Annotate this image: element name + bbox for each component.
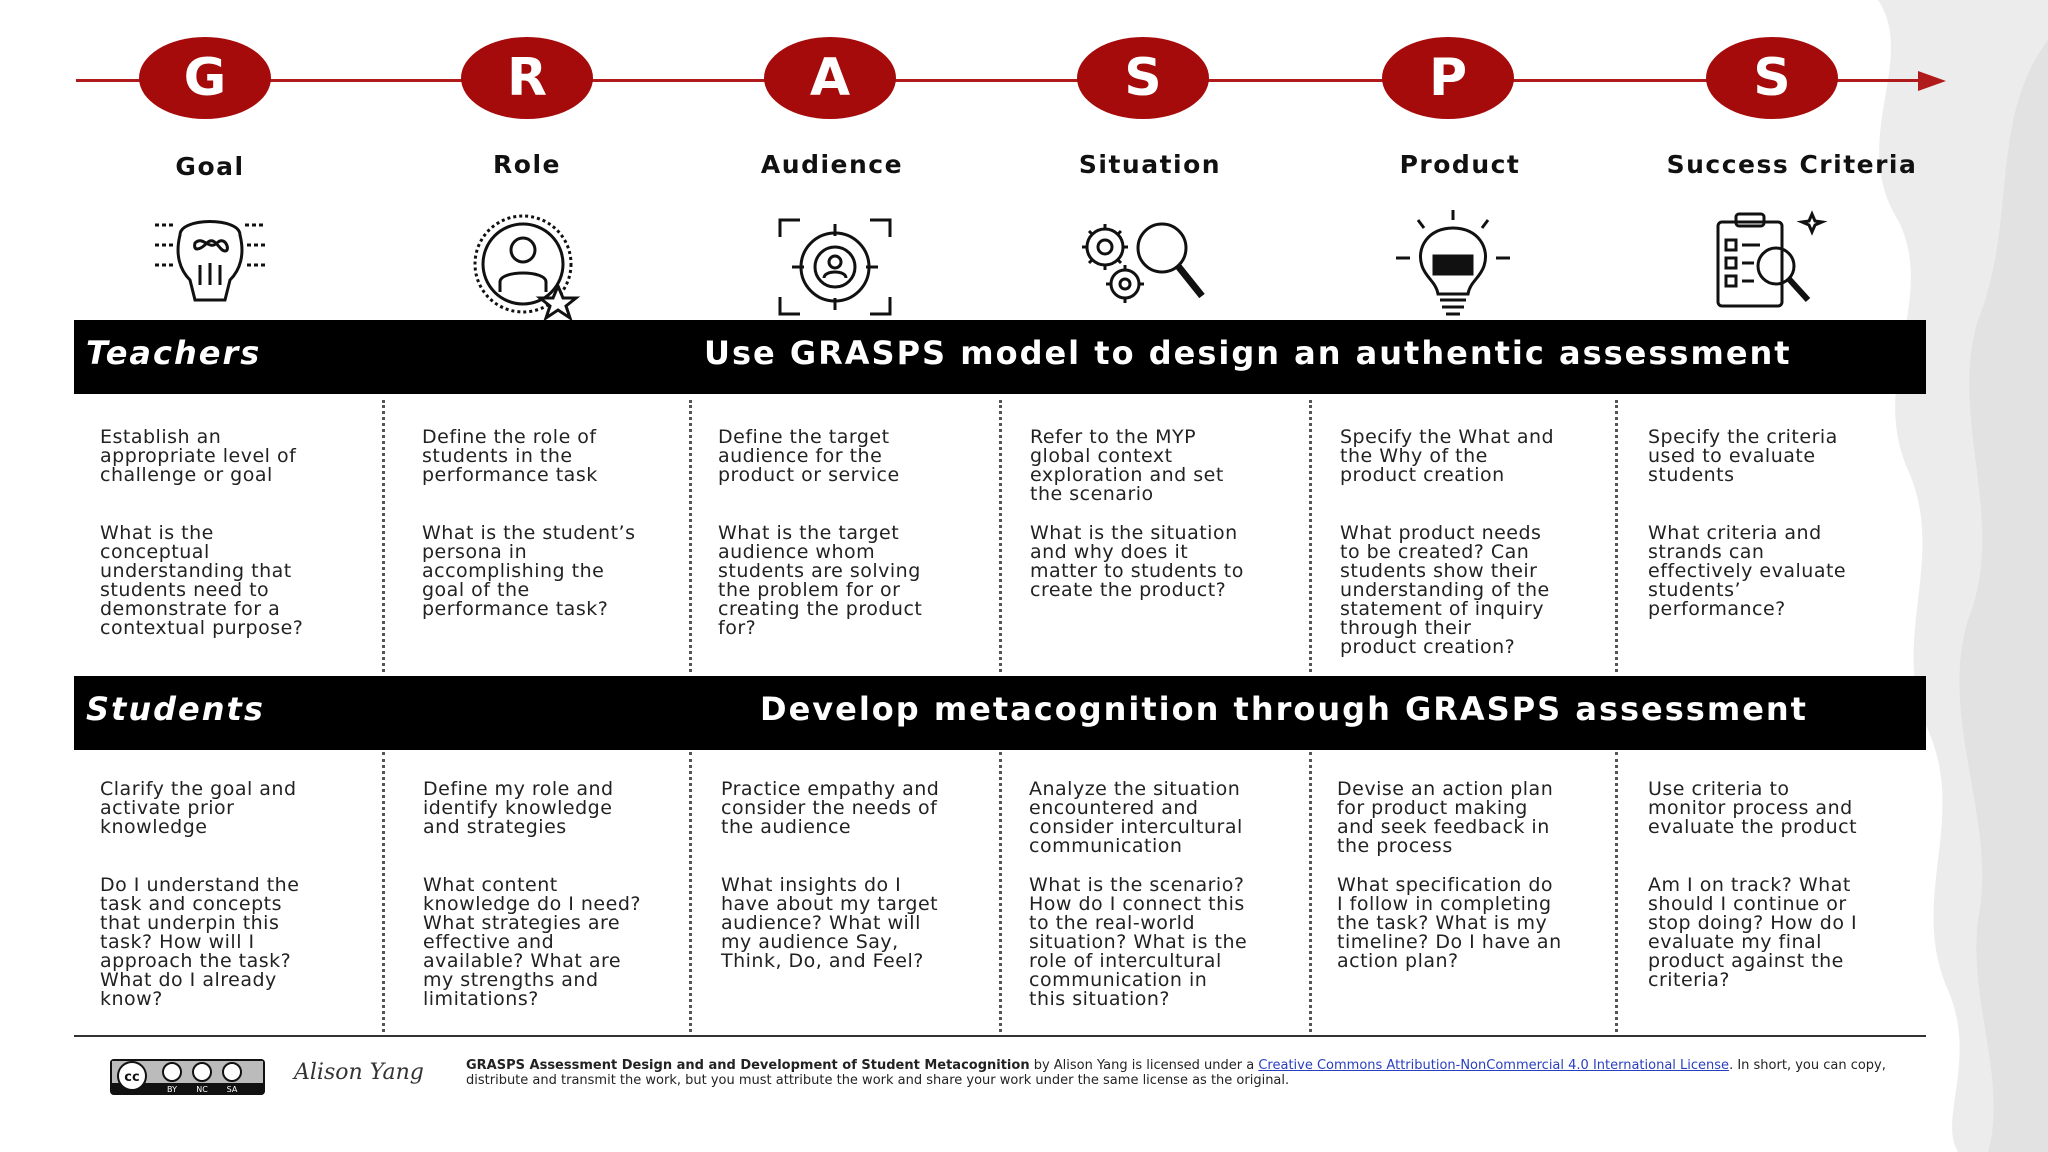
column-divider [382, 400, 385, 672]
step-label-situation: Situation [1078, 150, 1222, 179]
svg-text:NC: NC [196, 1085, 208, 1094]
teachers-role-action: Define the role of students in the performance task [422, 426, 598, 486]
teachers-audience-action: Define the target audience for the product or service [718, 426, 900, 486]
gears-magnifier-icon [1070, 212, 1220, 322]
license-by-text: by Alison Yang is licensed under a [1029, 1058, 1259, 1073]
svg-text:SA: SA [226, 1085, 238, 1094]
students-role-label: Students [86, 690, 265, 728]
step-label-role: Role [493, 150, 561, 179]
students-goal-question: Do I understand the task and concepts that underpin this task? How will I approach the task? What do I already know? [100, 874, 300, 1010]
timeline-arrow-icon [1918, 71, 1946, 91]
clipboard-magnifier-icon [1690, 208, 1840, 318]
step-label-product: Product [1399, 150, 1521, 179]
step-label-goal: Goal [175, 152, 245, 181]
teachers-product-question: What product needs to be created? Can students show their understanding of the statement of inquiry through their product creation? [1340, 522, 1550, 658]
teachers-role-label: Teachers [86, 334, 262, 372]
svg-text:BY: BY [167, 1085, 177, 1094]
students-audience-question: What insights do I have about my target audience? What will my audience Say, Think, Do, and Feel? [721, 874, 939, 972]
teachers-situation-action: Refer to the MYP global context exploration and set the scenario [1030, 426, 1224, 505]
column-divider [999, 400, 1002, 672]
students-goal-action: Clarify the goal and activate prior knowledge [100, 778, 297, 838]
teachers-band [74, 320, 1926, 394]
license-notice [466, 1058, 1886, 1088]
column-divider [689, 400, 692, 672]
license-tail-text: . In short, you can copy, distribute and transmit the work, but you must attribute the work and share your work under the same license as the original. [466, 1058, 1886, 1088]
teachers-heading: Use GRASPS model to design an authentic assessment [704, 334, 1792, 372]
step-circle-s2: S [1706, 37, 1838, 119]
column-divider [1615, 752, 1618, 1032]
step-circle-g: G [139, 37, 271, 119]
students-audience-action: Practice empathy and consider the needs of the audience [721, 778, 940, 838]
target-person-icon [760, 212, 910, 322]
column-divider [382, 752, 385, 1032]
students-product-action: Devise an action plan for product making and seek feedback in the process [1337, 778, 1554, 857]
svg-text:cc: cc [124, 1070, 140, 1085]
teachers-role-question: What is the student’s persona in accomplishing the goal of the performance task? [422, 522, 636, 620]
teachers-audience-question: What is the target audience whom students are solving the problem for or creating the product for? [718, 522, 923, 639]
teachers-criteria-question: What criteria and strands can effectively evaluate students’ performance? [1648, 522, 1847, 620]
timeline-line [76, 79, 1922, 82]
step-circle-p: P [1382, 37, 1514, 119]
license-link[interactable]: Creative Commons Attribution-NonCommercial 4.0 International License [1258, 1058, 1730, 1073]
students-band [74, 676, 1926, 750]
students-role-question: What content knowledge do I need? What strategies are effective and available? What are my strengths and limitations? [423, 874, 641, 1010]
work-title: GRASPS Assessment Design and and Development of Student Metacognition [466, 1058, 1030, 1073]
students-role-action: Define my role and identify knowledge and strategies [423, 778, 614, 838]
step-circle-a: A [764, 37, 896, 119]
brain-head-icon [135, 205, 285, 315]
person-star-icon [448, 212, 598, 322]
step-label-audience: Audience [760, 150, 904, 179]
students-criteria-question: Am I on track? What should I continue or stop doing? How do I evaluate my final product against the criteria? [1648, 874, 1858, 991]
students-heading: Develop metacognition through GRASPS assessment [760, 690, 1808, 728]
step-circle-s: S [1077, 37, 1209, 119]
students-situation-action: Analyze the situation encountered and consider intercultural communication [1029, 778, 1243, 857]
puzzle-lightbulb-icon [1378, 208, 1528, 318]
column-divider [689, 752, 692, 1032]
teachers-criteria-action: Specify the criteria used to evaluate students [1648, 426, 1838, 486]
teachers-product-action: Specify the What and the Why of the product creation [1340, 426, 1555, 486]
column-divider [1615, 400, 1618, 672]
teachers-goal-question: What is the conceptual understanding that students need to demonstrate for a contextual purpose? [100, 522, 304, 639]
students-criteria-action: Use criteria to monitor process and evaluate the product [1648, 778, 1858, 838]
column-divider [1309, 400, 1312, 672]
step-circle-r: R [461, 37, 593, 119]
column-divider [1309, 752, 1312, 1032]
students-situation-question: What is the scenario? How do I connect this to the real-world situation? What is the role of intercultural communication in this situation? [1029, 874, 1248, 1010]
column-divider [999, 752, 1002, 1032]
cc-license-badge-icon [110, 1059, 265, 1095]
step-label-success-criteria: Success Criteria [1666, 150, 1918, 179]
teachers-goal-action: Establish an appropriate level of challenge or goal [100, 426, 297, 486]
footer-divider [74, 1035, 1926, 1037]
students-product-question: What specification do I follow in completing the task? What is my timeline? Do I have an action plan? [1337, 874, 1562, 972]
teachers-situation-question: What is the situation and why does it matter to students to create the product? [1030, 522, 1244, 601]
author-signature: Alison Yang [294, 1060, 424, 1085]
